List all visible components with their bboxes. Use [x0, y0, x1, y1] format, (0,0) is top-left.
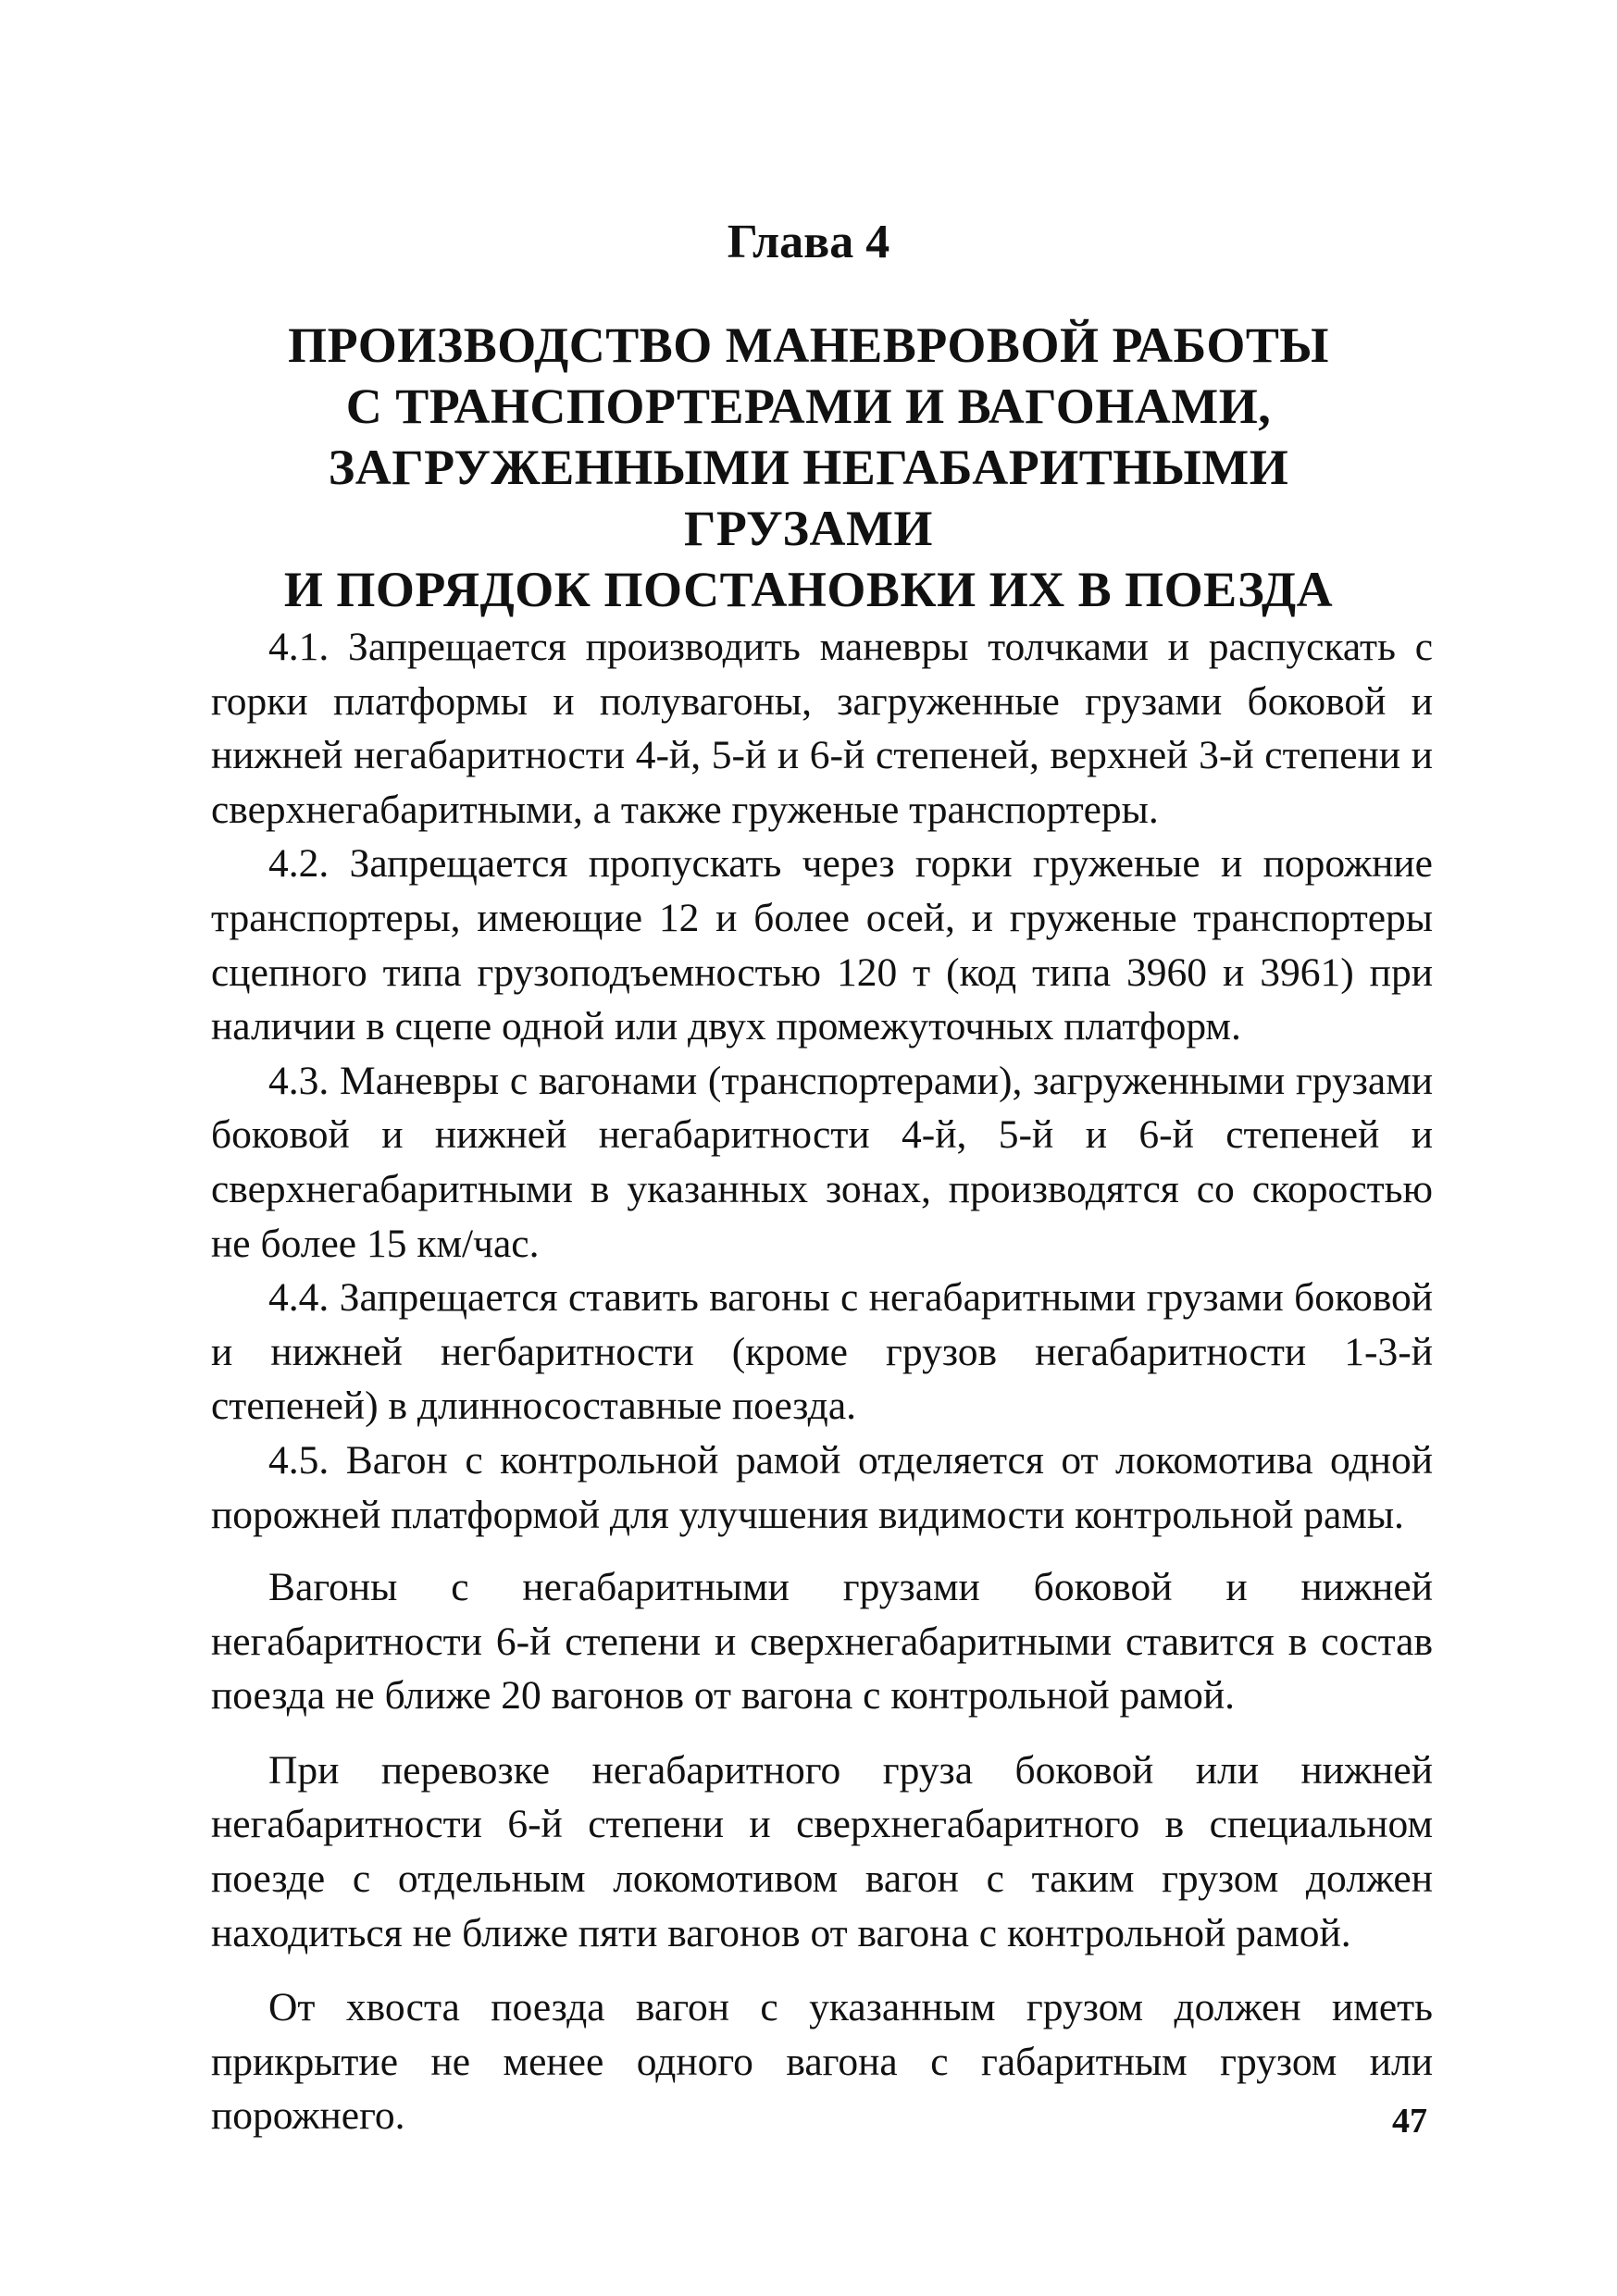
paragraph-4-4: 4.4. Запрещается ставить вагоны с негабаритными грузами боковой и нижней негбаритности (кроме грузов негабаритности 1-3-й степеней) в длинносоставные поезда.	[211, 1275, 1433, 1429]
paragraph-wagons-6th-degree: Вагоны с негабаритными грузами боковой и нижней негабаритности 6-й степени и сверхнегабаритными ставится в состав поезда не ближе 20 вагонов от вагона с контрольной рамой.	[211, 1565, 1433, 1719]
chapter-title-line: ЗАГРУЖЕННЫМИ НЕГАБАРИТНЫМИ	[328, 440, 1289, 495]
paragraph-4-1: 4.1. Запрещается производить маневры толчками и распускать с горки платформы и полувагоны, загруженные грузами боковой и нижней негабаритности 4-й, 5-й и 6-й степеней, верхней 3-й степени и сверхнегабаритными, а также груженые транспортеры.	[211, 625, 1433, 832]
paragraph-4-2: 4.2. Запрещается пропускать через горки груженые и порожние транспортеры, имеющие 12 и более осей, и груженые транспортеры сцепного типа грузоподъемностью 120 т (код типа 3960 и 3961) при наличии в сцепе одной или двух промежуточных платформ.	[211, 841, 1433, 1049]
chapter-title	[185, 315, 1432, 620]
chapter-label: Глава 4	[727, 216, 890, 268]
paragraph-4-5: 4.5. Вагон с контрольной рамой отделяется от локомотива одной порожней платформой для улучшения видимости контрольной рамы.	[211, 1437, 1433, 1537]
page-number: 47	[1392, 2102, 1427, 2141]
chapter-title-line: ГРУЗАМИ	[684, 501, 933, 556]
body-text	[211, 620, 1433, 2143]
paragraph-4-3: 4.3. Маневры с вагонами (транспортерами), загруженными грузами боковой и нижней негабаритности 4-й, 5-й и 6-й степеней и сверхнегабаритными в указанных зонах, производятся со скоростью не более 15 км/час.	[211, 1058, 1433, 1266]
chapter-title-line: С ТРАНСПОРТЕРАМИ И ВАГОНАМИ,	[345, 379, 1272, 434]
chapter-title-line: ПРОИЗВОДСТВО МАНЕВРОВОЙ РАБОТЫ	[288, 317, 1329, 373]
chapter-title-line: И ПОРЯДОК ПОСТАНОВКИ ИХ В ПОЕЗДА	[283, 562, 1334, 617]
paragraph-train-tail: От хвоста поезда вагон с указанным грузом должен иметь прикрытие не менее одного вагона с габаритным грузом или порожнего.	[211, 1985, 1433, 2139]
paragraph-special-train: При перевозке негабаритного груза боковой или нижней негабаритности 6-й степени и сверхнегабаритного в специальном поезде с отдельным локомотивом вагон с таким грузом должен находиться не ближе пяти вагонов от вагона с контрольной рамой.	[211, 1747, 1433, 1955]
